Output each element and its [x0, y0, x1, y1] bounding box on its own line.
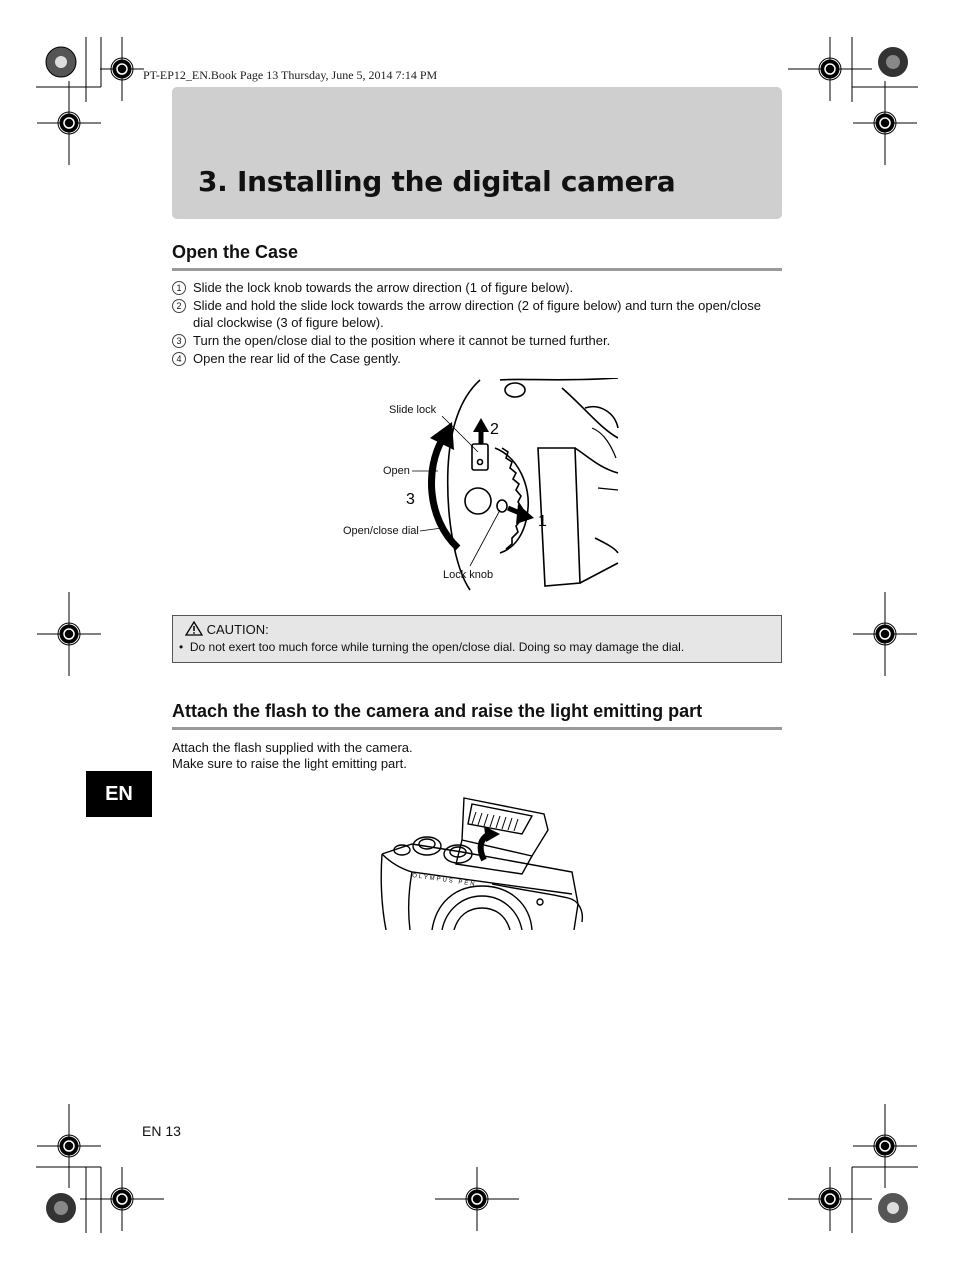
list-item — [172, 333, 784, 350]
step-text: Slide and hold the slide lock towards the arrow direction (2 of figure below) and turn the open/close dial clockwise (3 of figure below). — [193, 298, 761, 330]
step-text: Open the rear lid of the Case gently. — [193, 350, 401, 366]
figure-label-one: 1 — [538, 513, 547, 530]
caution-body: Do not exert too much force while turning the open/close dial. Doing so may damage the dial. — [189, 640, 685, 654]
figure-label-three: 3 — [406, 491, 415, 508]
step-number: 4 — [172, 352, 186, 366]
figure-label-two: 2 — [490, 421, 499, 438]
label-open-close-dial: Open/close dial — [343, 525, 419, 537]
step-number: 3 — [172, 334, 186, 348]
warning-triangle-icon — [185, 621, 203, 636]
title-banner — [172, 87, 782, 219]
caution-bullet: • — [179, 640, 184, 654]
caution-title-text: CAUTION: — [206, 622, 269, 637]
list-item — [172, 351, 784, 368]
label-open: Open — [383, 465, 410, 477]
caution-box — [172, 615, 782, 663]
label-slide-lock: Slide lock — [389, 404, 437, 416]
language-tab: EN — [86, 771, 152, 817]
page-title: 3. Installing the digital camera — [198, 165, 676, 198]
section-heading-flash: Attach the flash to the camera and raise the light emitting part — [172, 701, 782, 730]
case-opening-figure — [330, 378, 630, 594]
label-lock-knob: Lock knob — [443, 569, 494, 581]
step-text: Turn the open/close dial to the position where it cannot be turned further. — [193, 332, 611, 348]
page-number: EN 13 — [142, 1123, 181, 1139]
camera-brand-text: OLYMPUS PEN — [411, 873, 477, 889]
step-text: Slide the lock knob towards the arrow direction (1 of figure below). — [193, 280, 574, 295]
step-number: 1 — [172, 281, 186, 295]
camera-flash-figure — [372, 794, 592, 930]
list-item — [172, 280, 784, 297]
list-item — [172, 298, 784, 331]
flash-line-1: Attach the flash supplied with the camera. — [172, 740, 413, 755]
caution-title — [185, 621, 269, 637]
caution-text — [179, 640, 684, 654]
section-heading-open-case: Open the Case — [172, 242, 782, 271]
flash-line-2: Make sure to raise the light emitting part. — [172, 756, 407, 771]
print-slug: PT-EP12_EN.Book Page 13 Thursday, June 5, 2014 7:14 PM — [143, 68, 438, 82]
flash-intro — [172, 740, 413, 772]
step-number: 2 — [172, 299, 186, 313]
steps-list — [172, 280, 784, 369]
